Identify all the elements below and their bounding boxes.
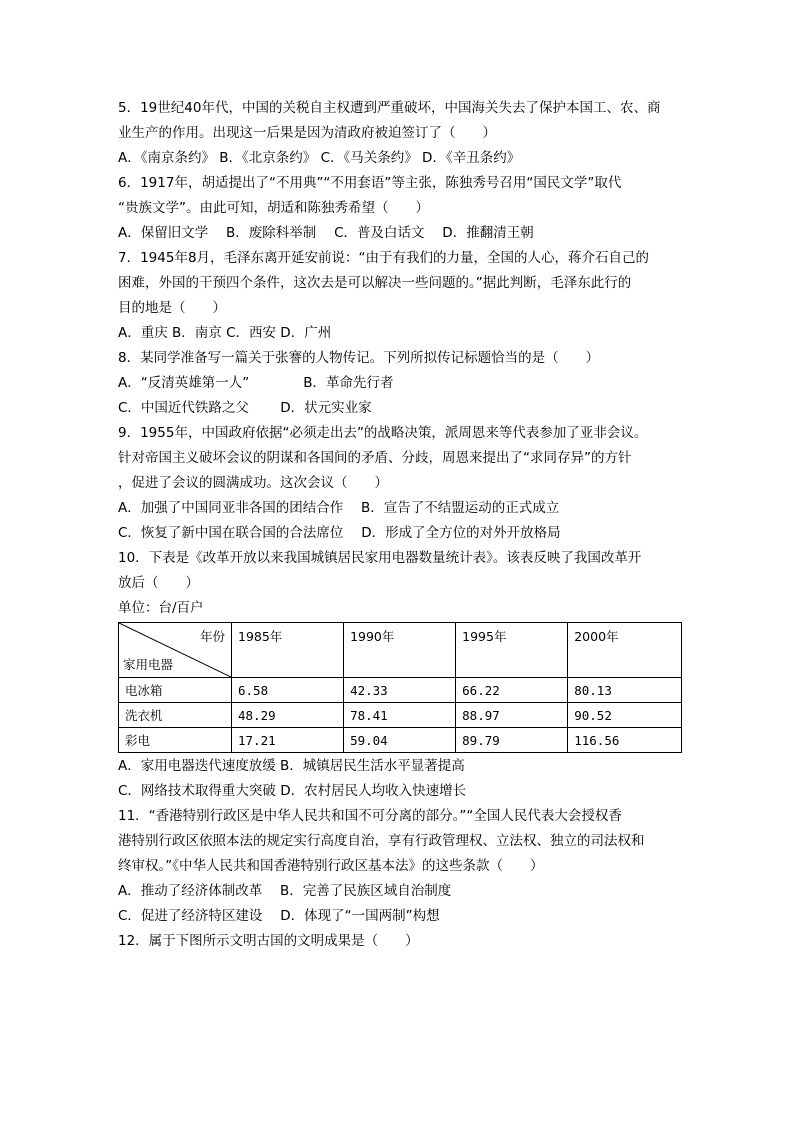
question-8: [118, 346, 678, 421]
table-cell: 17.21: [232, 728, 344, 753]
table-unit: 单位：台/百户: [118, 600, 204, 616]
question-text: 10．下表是《改革开放以来我国城镇居民家用电器数量统计表》。该表反映了我国改革开: [118, 550, 642, 566]
table-cell: 89.79: [456, 728, 568, 753]
question-text: ，促进了会议的圆满成功。这次会议（ ）: [118, 475, 388, 491]
question-5: [118, 96, 678, 171]
table-cell: 48.29: [232, 703, 344, 728]
table-header-cell: 2000年: [568, 623, 682, 678]
answer-options: C．恢复了新中国在联合国的合法席位 D．形成了全方位的对外开放格局: [118, 525, 561, 541]
answer-options: C．网络技术取得重大突破 D．农村居民人均收入快速增长: [118, 783, 467, 799]
table-cell: 42.33: [344, 678, 456, 703]
table-row: [119, 678, 682, 703]
row-label: 彩电: [119, 728, 232, 753]
question-text: 12．属于下图所示文明古国的文明成果是（ ）: [118, 933, 419, 949]
table-cell: 78.41: [344, 703, 456, 728]
table-row: [119, 703, 682, 728]
row-label: 洗衣机: [119, 703, 232, 728]
question-9: [118, 421, 678, 546]
question-text: 港特别行政区依照本法的规定实行高度自治，享有行政管理权、立法权、独立的司法权和: [118, 833, 645, 849]
answer-options: C．促进了经济特区建设 D．体现了“一国两制”构想: [118, 908, 440, 924]
question-12: [118, 929, 678, 954]
answer-options: A．《南京条约》 B．《北京条约》 C．《马关条约》 D．《辛丑条约》: [118, 150, 521, 166]
corner-label-appliance: 家用电器: [123, 657, 174, 672]
answer-options: A．推动了经济体制改革 B．完善了民族区域自治制度: [118, 883, 452, 899]
question-11: [118, 804, 678, 929]
question-text: 目的地是（ ）: [118, 300, 226, 316]
question-text: 困难，外国的干预四个条件，这次去是可以解决一些问题的。”据此判断，毛泽东此行的: [118, 275, 632, 291]
table-cell: 66.22: [456, 678, 568, 703]
question-6: [118, 171, 678, 246]
corner-label-year: 年份: [199, 629, 225, 644]
question-text: 终审权。”《中华人民共和国香港特别行政区基本法》的这些条款（ ）: [118, 858, 544, 874]
answer-options: A．加强了中国同亚非各国的团结合作 B．宣告了不结盟运动的正式成立: [118, 500, 560, 516]
question-text: 7．1945年8月，毛泽东离开延安前说：“由于有我们的力量，全国的人心，蒋介石自己的: [118, 250, 650, 266]
table-corner-cell: [119, 623, 232, 678]
question-text: 业生产的作用。出现这一后果是因为清政府被迫签订了（ ）: [118, 125, 496, 141]
table-cell: 90.52: [568, 703, 682, 728]
question-text: “贵族文学”。由此可知，胡适和陈独秀希望（ ）: [118, 200, 429, 216]
table-cell: 59.04: [344, 728, 456, 753]
question-text: 9．1955年，中国政府依据“必须走出去”的战略决策，派周恩来等代表参加了亚非会议。: [118, 425, 648, 441]
table-cell: 80.13: [568, 678, 682, 703]
table-cell: 116.56: [568, 728, 682, 753]
question-text: 11．“香港特别行政区是中华人民共和国不可分离的部分。”“全国人民代表大会授权香: [118, 808, 622, 824]
answer-options: A．保留旧文学 B．废除科举制 C．普及白话文 D．推翻清王朝: [118, 225, 534, 241]
question-text: 5．19世纪40年代，中国的关税自主权遭到严重破坏，中国海关失去了保护本国工、农、商: [118, 100, 661, 116]
answer-options: C．中国近代铁路之父 D．状元实业家: [118, 400, 372, 416]
answer-options: A．重庆 B．南京 C．西安 D．广州: [118, 325, 332, 341]
table-cell: 6.58: [232, 678, 344, 703]
answer-options: A．家用电器迭代速度放缓 B．城镇居民生活水平显著提高: [118, 758, 465, 774]
row-label: 电冰箱: [119, 678, 232, 703]
exam-page: [118, 96, 678, 954]
answer-options: A．“反清英雄第一人” B．革命先行者: [118, 375, 394, 391]
appliance-table: [118, 622, 682, 753]
question-7: [118, 246, 678, 346]
question-text: 放后（ ）: [118, 575, 199, 591]
question-text: 6．1917年，胡适提出了“不用典”“不用套语”等主张，陈独秀号召用“国民文学”取代: [118, 175, 622, 191]
table-row: [119, 728, 682, 753]
table-cell: 88.97: [456, 703, 568, 728]
table-header-row: [119, 623, 682, 678]
table-header-cell: 1990年: [344, 623, 456, 678]
question-10: [118, 546, 678, 804]
question-text: 8．某同学准备写一篇关于张謇的人物传记。下列所拟传记标题恰当的是（ ）: [118, 350, 600, 366]
table-header-cell: 1995年: [456, 623, 568, 678]
table-header-cell: 1985年: [232, 623, 344, 678]
question-text: 针对帝国主义破坏会议的阴谋和各国间的矛盾、分歧，周恩来提出了“求同存异”的方针: [118, 450, 632, 466]
